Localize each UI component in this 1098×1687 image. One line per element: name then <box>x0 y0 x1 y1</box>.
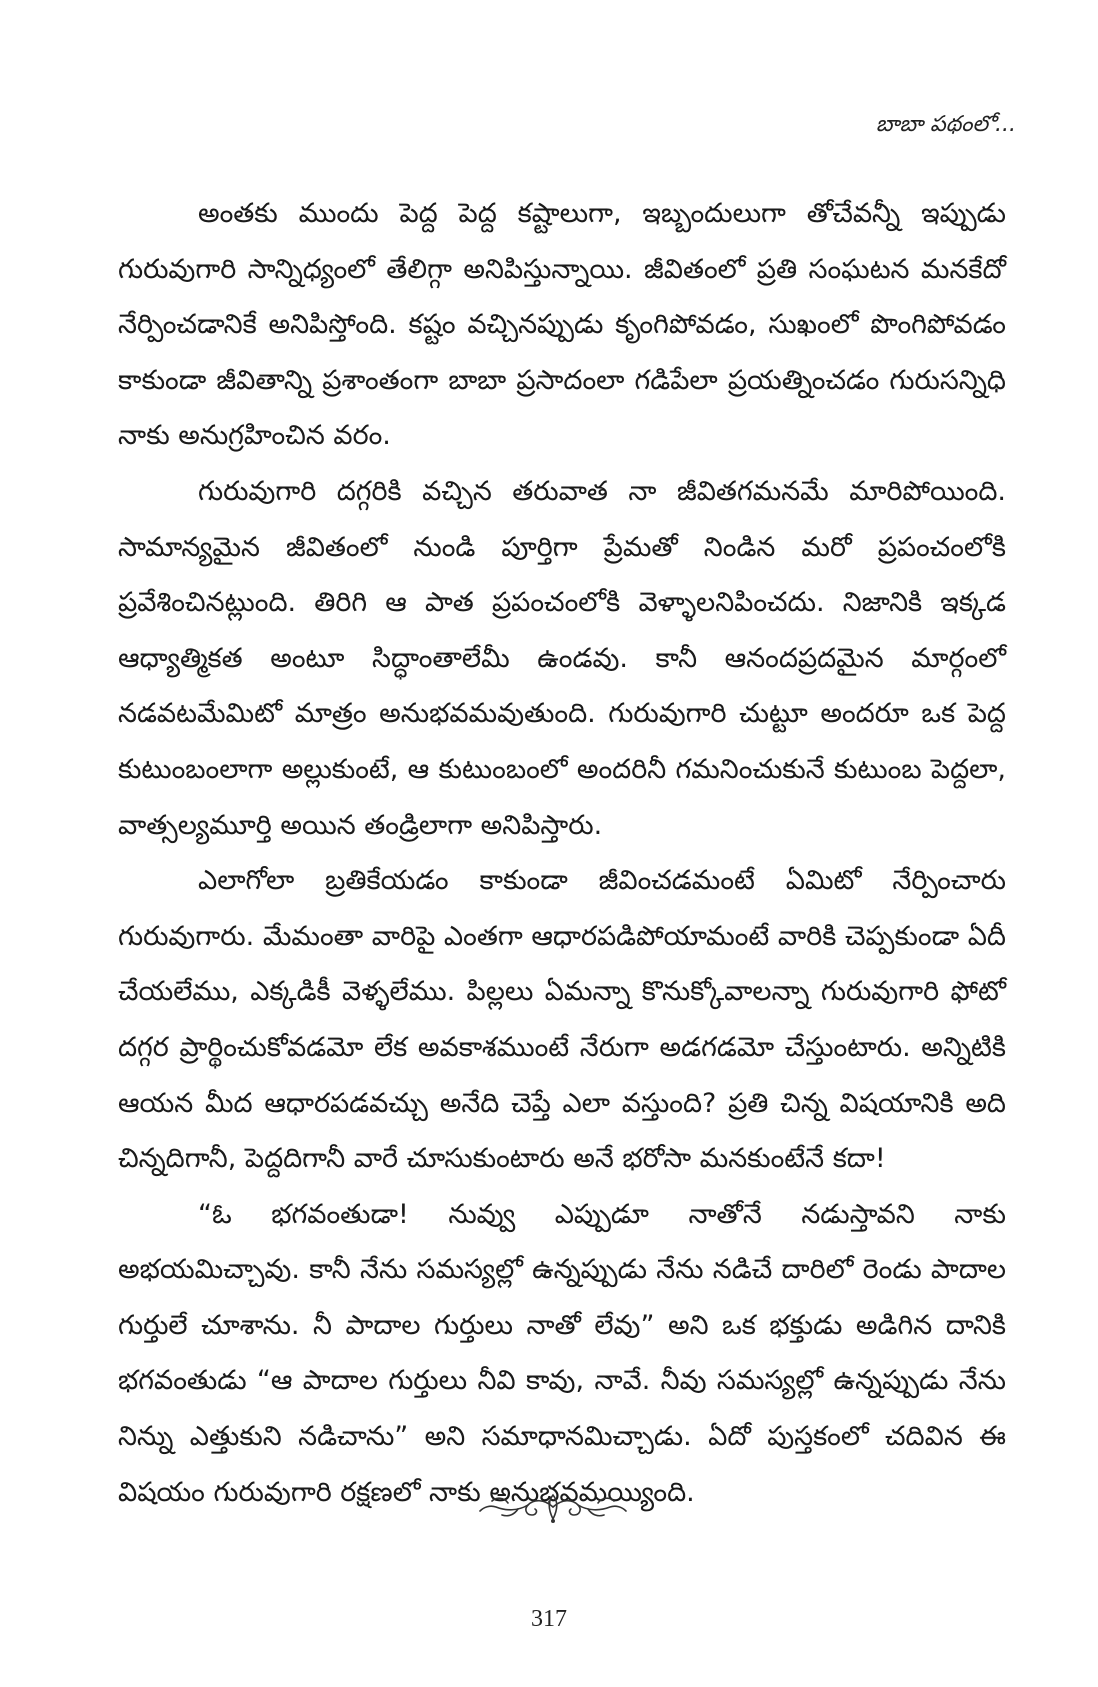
page-body <box>118 186 1006 1520</box>
floral-divider-icon <box>478 1489 628 1525</box>
paragraph: గురువుగారి దగ్గరికి వచ్చిన తరువాత నా జీవితగమనమే మారిపోయింది. సామాన్యమైన జీవితంలో నుండి పూర్తిగా ప్రేమతో నిండిన మరో ప్రపంచంలోకి ప్రవేశించినట్లుంది. తిరిగి ఆ పాత ప్రపంచంలోకి వెళ్ళాలనిపించదు. నిజానికి ఇక్కడ ఆధ్యాత్మికత అంటూ సిద్ధాంతాలేమీ ఉండవు. కానీ ఆనందప్రదమైన మార్గంలో నడవటమేమిటో మాత్రం అనుభవమవుతుంది. గురువుగారి చుట్టూ అందరూ ఒక పెద్ద కుటుంబంలాగా అల్లుకుంటే, ఆ కుటుంబంలో అందరినీ గమనించుకునే కుటుంబ పెద్దలా, వాత్సల్యమూర్తి అయిన తండ్రిలాగా అనిపిస్తారు. <box>118 475 1006 841</box>
paragraph: అంతకు ముందు పెద్ద పెద్ద కష్టాలుగా, ఇబ్బందులుగా తోచేవన్నీ ఇప్పుడు గురువుగారి సాన్నిధ్యంలో తేలిగ్గా అనిపిస్తున్నాయి. జీవితంలో ప్రతి సంఘటన మనకేదో నేర్పించడానికే అనిపిస్తోంది. కష్టం వచ్చినప్పుడు కృంగిపోవడం, సుఖంలో పొంగిపోవడం కాకుండా జీవితాన్ని ప్రశాంతంగా బాబా ప్రసాదంలా గడిపేలా ప్రయత్నించడం గురుసన్నిధి నాకు అనుగ్రహించిన వరం. <box>118 198 1006 452</box>
page-number: 317 <box>531 1606 567 1632</box>
paragraph: ఎలాగోలా బ్రతికేయడం కాకుండా జీవించడమంటే ఏమిటో నేర్పించారు గురువుగారు. మేమంతా వారిపై ఎంతగా ఆధారపడిపోయామంటే వారికి చెప్పకుండా ఏదీ చేయలేము, ఎక్కడికీ వెళ్ళలేము. పిల్లలు ఏమన్నా కొనుక్కోవాలన్నా గురువుగారి ఫోటో దగ్గర ప్రార్థించుకోవడమో లేక అవకాశముంటే నేరుగా అడగడమో చేస్తుంటారు. అన్నిటికి ఆయన మీద ఆధారపడవచ్చు అనేది చెప్తే ఎలా వస్తుంది? ప్రతి చిన్న విషయానికి అది చిన్నదిగానీ, పెద్దదిగానీ వారే చూసుకుంటారు అనే భరోసా మనకుంటేనే కదా! <box>118 865 1006 1175</box>
running-header: బాబా పథంలో... <box>875 112 1016 137</box>
paragraph: “ఓ భగవంతుడా! నువ్వు ఎప్పుడూ నాతోనే నడుస్తావని నాకు అభయమిచ్చావు. కానీ నేను సమస్యల్లో ఉన్నప్పుడు నేను నడిచే దారిలో రెండు పాదాల గుర్తులే చూశాను. నీ పాదాల గుర్తులు నాతో లేవు” అని ఒక భక్తుడు అడిగిన దానికి భగవంతుడు “ఆ పాదాల గుర్తులు నీవి కావు, నావే. నీవు సమస్యల్లో ఉన్నప్పుడు నేను నిన్ను ఎత్తుకుని నడిచాను” అని సమాధానమిచ్చాడు. ఏదో పుస్తకంలో చదివిన ఈ విషయం గురువుగారి రక్షణలో నాకు అనుభవమయ్యింది. <box>118 1198 1006 1508</box>
